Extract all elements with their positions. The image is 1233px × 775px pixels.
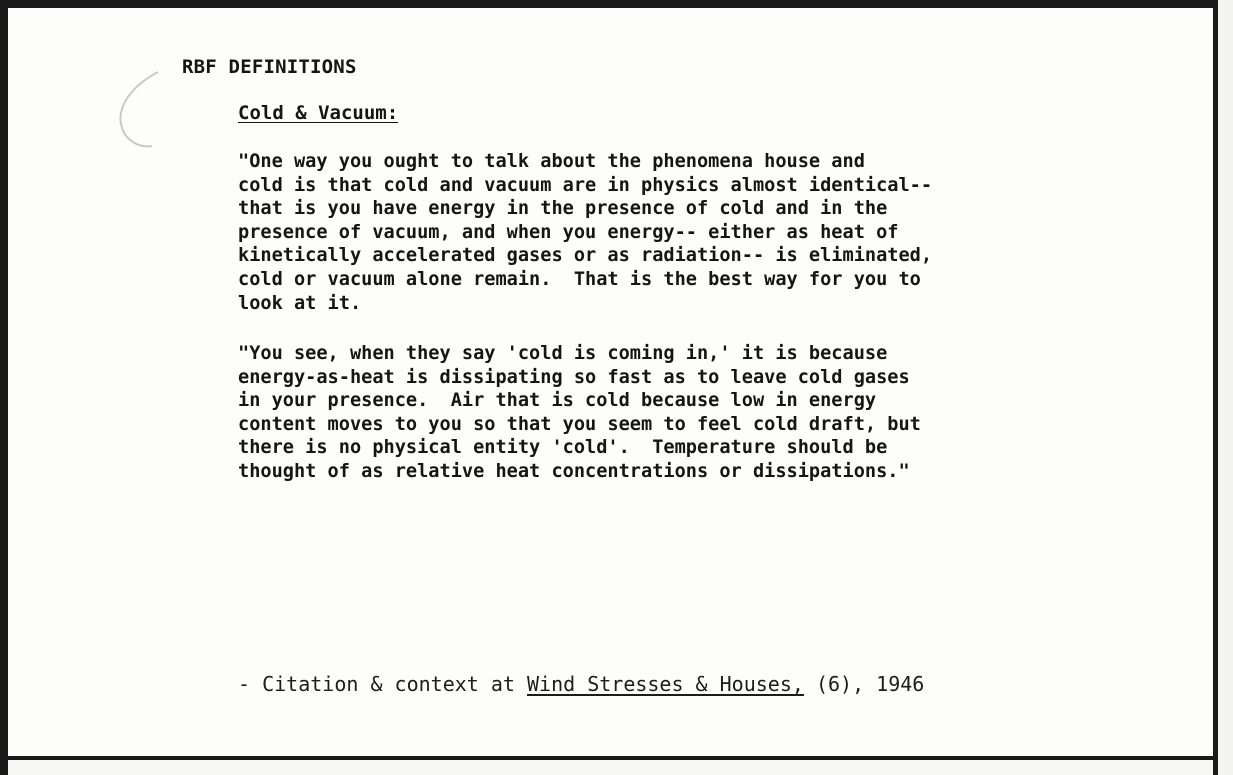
paragraph-line: content moves to you so that you seem to feel cold draft, but: [238, 413, 921, 435]
citation-source: Wind Stresses & Houses,: [526, 672, 804, 696]
definition-title: Cold & Vacuum:: [238, 102, 399, 124]
paragraph-line: "You see, when they say 'cold is coming in,' it is because: [238, 343, 888, 364]
paragraph-line: thought of as relative heat concentrations or dissipations.": [238, 460, 910, 482]
quote-paragraph-1: [238, 150, 1138, 315]
paragraph-line: presence of vacuum, and when you energy-- either as heat of: [238, 221, 899, 243]
paragraph-line: cold or vacuum alone remain. That is the best way for you to: [238, 268, 921, 290]
citation-prefix: - Citation & context at: [238, 672, 527, 696]
card-border-top: [0, 0, 1216, 8]
citation-line: [238, 672, 924, 696]
paragraph-line: that is you have energy in the presence of cold and in the: [238, 198, 888, 220]
citation-suffix: (6), 1946: [803, 672, 925, 696]
paragraph-line: kinetically accelerated gases or as radiation-- is eliminated,: [238, 245, 933, 267]
scan-margin-right: [1218, 0, 1233, 775]
quote-paragraph-2: [238, 342, 1138, 484]
pencil-mark: [108, 70, 168, 160]
paragraph-line: cold is that cold and vacuum are in physics almost identical--: [238, 174, 933, 196]
paragraph-line: in your presence. Air that is cold because low in energy: [238, 390, 877, 412]
paragraph-line: "One way you ought to talk about the phenomena house and: [238, 151, 865, 172]
paragraph-line: look at it.: [238, 292, 362, 314]
paragraph-line: there is no physical entity 'cold'. Temperature should be: [238, 437, 888, 459]
card-border-left: [0, 0, 8, 775]
document-heading: RBF DEFINITIONS: [182, 56, 357, 78]
scan-margin-bottom: [8, 760, 1213, 775]
paragraph-line: energy-as-heat is dissipating so fast as to leave cold gases: [238, 366, 910, 388]
